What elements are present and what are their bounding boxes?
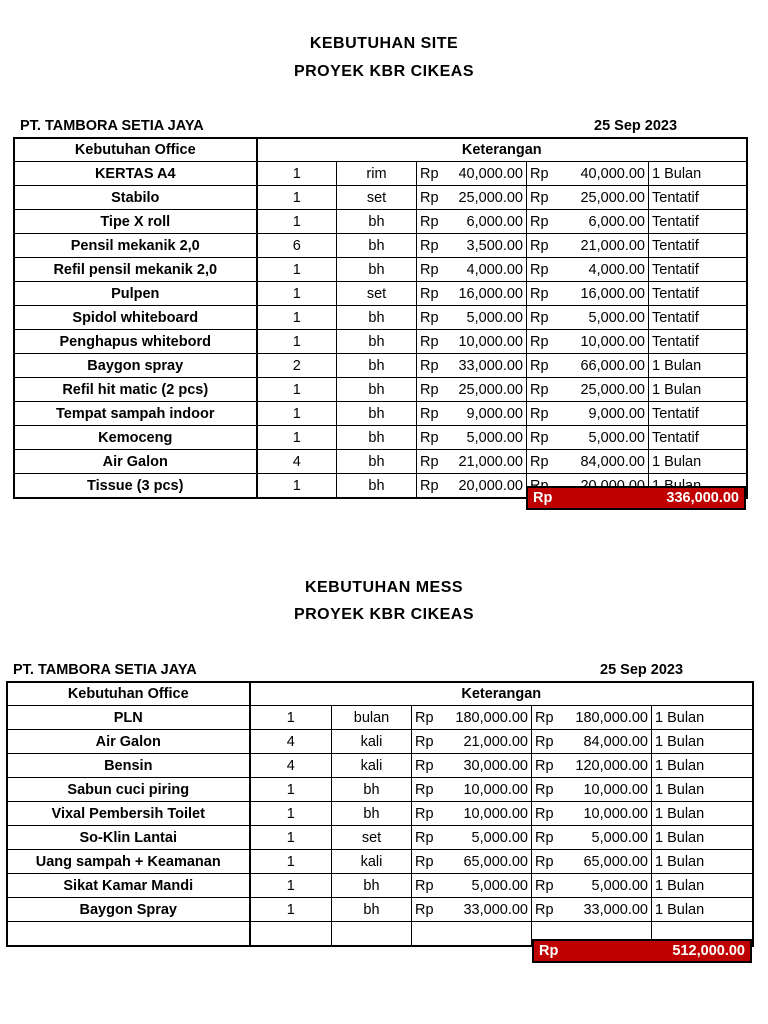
price-currency-cell: Rp xyxy=(417,474,447,498)
line-total-cell: 21,000.00 xyxy=(557,234,649,258)
unit-price-cell: 9,000.00 xyxy=(447,402,527,426)
unit-cell: bh xyxy=(337,426,417,450)
price-currency-cell: Rp xyxy=(412,826,442,850)
table-row xyxy=(8,874,753,898)
line-total-cell: 5,000.00 xyxy=(562,826,652,850)
note-cell: 1 Bulan xyxy=(652,778,753,802)
note-cell: 1 Bulan xyxy=(652,826,753,850)
item-name-cell: Pensil mekanik 2,0 xyxy=(15,234,257,258)
site-title: KEBUTUHAN SITE xyxy=(309,35,459,52)
item-name-cell: Sabun cuci piring xyxy=(8,778,250,802)
table-row xyxy=(15,186,747,210)
unit-cell: bh xyxy=(337,378,417,402)
unit-price-cell: 16,000.00 xyxy=(447,282,527,306)
price-currency-cell: Rp xyxy=(417,330,447,354)
unit-cell: bh xyxy=(337,210,417,234)
table-row xyxy=(8,802,753,826)
unit-price-cell: 25,000.00 xyxy=(447,378,527,402)
total-currency-cell: Rp xyxy=(527,330,557,354)
total-currency-cell: Rp xyxy=(532,826,562,850)
unit-cell: bh xyxy=(337,450,417,474)
unit-cell: set xyxy=(332,826,412,850)
line-total-cell: 9,000.00 xyxy=(557,402,649,426)
line-total-cell: 5,000.00 xyxy=(557,306,649,330)
line-total-cell: 10,000.00 xyxy=(562,802,652,826)
price-currency-cell: Rp xyxy=(412,898,442,922)
total-currency-cell: Rp xyxy=(532,874,562,898)
unit-cell: bh xyxy=(332,802,412,826)
line-total-cell: 84,000.00 xyxy=(562,730,652,754)
note-cell: Tentatif xyxy=(649,426,747,450)
total-currency-cell: Rp xyxy=(527,258,557,282)
line-total-cell: 84,000.00 xyxy=(557,450,649,474)
total-currency-cell: Rp xyxy=(527,450,557,474)
unit-cell: kali xyxy=(332,754,412,778)
total-currency-cell: Rp xyxy=(527,354,557,378)
unit-price-cell: 30,000.00 xyxy=(442,754,532,778)
price-currency-cell: Rp xyxy=(417,234,447,258)
mess-header-item: Kebutuhan Office xyxy=(8,683,250,706)
table-row xyxy=(15,282,747,306)
mess-grand-total-value: 512,000.00 xyxy=(672,943,745,959)
line-total-cell: 16,000.00 xyxy=(557,282,649,306)
note-cell: Tentatif xyxy=(649,330,747,354)
item-name-cell: Baygon Spray xyxy=(8,898,250,922)
unit-price-cell: 40,000.00 xyxy=(447,162,527,186)
quantity-cell: 1 xyxy=(257,258,337,282)
table-row xyxy=(15,210,747,234)
quantity-cell: 1 xyxy=(250,874,332,898)
quantity-cell: 1 xyxy=(257,378,337,402)
site-header-notes: Keterangan xyxy=(257,139,747,162)
unit-price-cell: 5,000.00 xyxy=(442,826,532,850)
mess-title: KEBUTUHAN MESS xyxy=(304,579,464,596)
note-cell: 1 Bulan xyxy=(652,706,753,730)
site-grand-total-currency: Rp xyxy=(533,490,553,506)
total-currency-cell: Rp xyxy=(527,234,557,258)
total-currency-cell: Rp xyxy=(527,282,557,306)
price-currency-cell: Rp xyxy=(417,378,447,402)
item-name-cell: Air Galon xyxy=(15,450,257,474)
note-cell: Tentatif xyxy=(649,306,747,330)
note-cell: 1 Bulan xyxy=(652,754,753,778)
mess-date: 25 Sep 2023 xyxy=(600,662,684,678)
unit-price-cell: 65,000.00 xyxy=(442,850,532,874)
unit-price-cell: 3,500.00 xyxy=(447,234,527,258)
item-name-cell: Vixal Pembersih Toilet xyxy=(8,802,250,826)
unit-price-cell: 10,000.00 xyxy=(442,802,532,826)
quantity-cell: 4 xyxy=(250,754,332,778)
mess-company: PT. TAMBORA SETIA JAYA xyxy=(13,662,197,678)
quantity-cell: 1 xyxy=(250,778,332,802)
line-total-cell: 25,000.00 xyxy=(557,186,649,210)
price-currency-cell: Rp xyxy=(417,426,447,450)
quantity-cell: 1 xyxy=(257,282,337,306)
note-cell: Tentatif xyxy=(649,282,747,306)
note-cell: Tentatif xyxy=(649,402,747,426)
total-currency-cell: Rp xyxy=(532,778,562,802)
total-currency-cell: Rp xyxy=(527,306,557,330)
line-total-cell: 6,000.00 xyxy=(557,210,649,234)
table-row xyxy=(15,234,747,258)
price-currency-cell: Rp xyxy=(412,706,442,730)
item-name-cell: Air Galon xyxy=(8,730,250,754)
site-company: PT. TAMBORA SETIA JAYA xyxy=(20,118,204,134)
quantity-cell: 1 xyxy=(250,898,332,922)
line-total-cell: 5,000.00 xyxy=(562,874,652,898)
site-grand-total-value: 336,000.00 xyxy=(666,490,739,506)
unit-price-cell: 5,000.00 xyxy=(447,426,527,450)
unit-cell xyxy=(332,922,412,946)
unit-price-cell: 20,000.00 xyxy=(447,474,527,498)
table-row xyxy=(8,850,753,874)
unit-price-cell: 33,000.00 xyxy=(447,354,527,378)
item-name-cell: Pulpen xyxy=(15,282,257,306)
note-cell: Tentatif xyxy=(649,186,747,210)
quantity-cell: 1 xyxy=(257,306,337,330)
price-currency-cell: Rp xyxy=(417,210,447,234)
mess-grand-total-currency: Rp xyxy=(539,943,559,959)
note-cell: 1 Bulan xyxy=(652,730,753,754)
unit-price-cell: 5,000.00 xyxy=(447,306,527,330)
item-name-cell: Tipe X roll xyxy=(15,210,257,234)
table-row xyxy=(8,730,753,754)
unit-cell: set xyxy=(337,282,417,306)
line-total-cell: 40,000.00 xyxy=(557,162,649,186)
site-date: 25 Sep 2023 xyxy=(594,118,678,134)
total-currency-cell: Rp xyxy=(532,850,562,874)
unit-cell: bh xyxy=(337,402,417,426)
price-currency-cell: Rp xyxy=(417,282,447,306)
note-cell: 1 Bulan xyxy=(652,874,753,898)
unit-price-cell: 21,000.00 xyxy=(442,730,532,754)
unit-cell: bh xyxy=(337,234,417,258)
quantity-cell: 1 xyxy=(257,186,337,210)
table-row xyxy=(15,354,747,378)
note-cell: 1 Bulan xyxy=(649,378,747,402)
item-name-cell: Sikat Kamar Mandi xyxy=(8,874,250,898)
total-currency-cell: Rp xyxy=(527,426,557,450)
table-row xyxy=(15,306,747,330)
quantity-cell: 4 xyxy=(250,730,332,754)
mess-subtitle: PROYEK KBR CIKEAS xyxy=(293,606,475,623)
unit-cell: rim xyxy=(337,162,417,186)
mess-needs-table xyxy=(7,682,753,946)
total-currency-cell: Rp xyxy=(527,378,557,402)
note-cell: 1 Bulan xyxy=(652,802,753,826)
price-currency-cell: Rp xyxy=(412,778,442,802)
unit-cell: bh xyxy=(337,474,417,498)
item-name-cell: Kemoceng xyxy=(15,426,257,450)
note-cell: Tentatif xyxy=(649,210,747,234)
site-header-item: Kebutuhan Office xyxy=(15,139,257,162)
total-currency-cell: Rp xyxy=(527,186,557,210)
quantity-cell: 1 xyxy=(257,162,337,186)
unit-cell: kali xyxy=(332,730,412,754)
note-cell: 1 Bulan xyxy=(649,450,747,474)
note-cell: 1 Bulan xyxy=(649,354,747,378)
quantity-cell: 6 xyxy=(257,234,337,258)
quantity-cell: 2 xyxy=(257,354,337,378)
table-row xyxy=(8,778,753,802)
unit-price-cell: 6,000.00 xyxy=(447,210,527,234)
quantity-cell: 1 xyxy=(257,330,337,354)
table-row xyxy=(8,706,753,730)
item-name-cell: Baygon spray xyxy=(15,354,257,378)
unit-price-cell: 10,000.00 xyxy=(442,778,532,802)
unit-price-cell xyxy=(442,922,532,946)
line-total-cell: 5,000.00 xyxy=(557,426,649,450)
mess-grand-total xyxy=(532,939,752,963)
price-currency-cell: Rp xyxy=(412,730,442,754)
quantity-cell: 1 xyxy=(250,826,332,850)
note-cell: 1 Bulan xyxy=(652,898,753,922)
total-currency-cell: Rp xyxy=(532,898,562,922)
line-total-cell: 10,000.00 xyxy=(562,778,652,802)
note-cell: 1 Bulan xyxy=(652,850,753,874)
line-total-cell: 65,000.00 xyxy=(562,850,652,874)
item-name-cell: Uang sampah + Keamanan xyxy=(8,850,250,874)
unit-cell: bulan xyxy=(332,706,412,730)
table-row xyxy=(8,898,753,922)
unit-price-cell: 33,000.00 xyxy=(442,898,532,922)
unit-price-cell: 180,000.00 xyxy=(442,706,532,730)
unit-cell: bh xyxy=(337,354,417,378)
price-currency-cell: Rp xyxy=(417,306,447,330)
unit-price-cell: 4,000.00 xyxy=(447,258,527,282)
line-total-cell: 120,000.00 xyxy=(562,754,652,778)
site-grand-total xyxy=(526,486,746,510)
unit-cell: kali xyxy=(332,850,412,874)
table-row xyxy=(15,258,747,282)
price-currency-cell: Rp xyxy=(417,258,447,282)
note-cell: Tentatif xyxy=(649,234,747,258)
price-currency-cell: Rp xyxy=(412,874,442,898)
line-total-cell: 180,000.00 xyxy=(562,706,652,730)
line-total-cell: 33,000.00 xyxy=(562,898,652,922)
note-cell: 1 Bulan xyxy=(649,162,747,186)
quantity-cell: 1 xyxy=(257,402,337,426)
item-name-cell: So-Klin Lantai xyxy=(8,826,250,850)
item-name-cell: Penghapus whitebord xyxy=(15,330,257,354)
line-total-cell: 4,000.00 xyxy=(557,258,649,282)
item-name-cell: Refil hit matic (2 pcs) xyxy=(15,378,257,402)
table-row xyxy=(8,826,753,850)
item-name-cell: PLN xyxy=(8,706,250,730)
quantity-cell: 1 xyxy=(257,474,337,498)
line-total-cell: 10,000.00 xyxy=(557,330,649,354)
quantity-cell: 1 xyxy=(250,802,332,826)
quantity-cell xyxy=(250,922,332,946)
item-name-cell: Refil pensil mekanik 2,0 xyxy=(15,258,257,282)
unit-cell: bh xyxy=(337,330,417,354)
site-needs-table xyxy=(14,138,747,498)
total-currency-cell: Rp xyxy=(527,162,557,186)
line-total-cell: 25,000.00 xyxy=(557,378,649,402)
price-currency-cell xyxy=(412,922,442,946)
total-currency-cell: Rp xyxy=(527,210,557,234)
table-row xyxy=(15,450,747,474)
table-row xyxy=(8,754,753,778)
total-currency-cell: Rp xyxy=(532,754,562,778)
unit-price-cell: 25,000.00 xyxy=(447,186,527,210)
price-currency-cell: Rp xyxy=(417,402,447,426)
price-currency-cell: Rp xyxy=(412,850,442,874)
quantity-cell: 4 xyxy=(257,450,337,474)
item-name-cell: Bensin xyxy=(8,754,250,778)
mess-header-notes: Keterangan xyxy=(250,683,753,706)
unit-price-cell: 21,000.00 xyxy=(447,450,527,474)
price-currency-cell: Rp xyxy=(417,450,447,474)
unit-cell: bh xyxy=(332,898,412,922)
unit-cell: set xyxy=(337,186,417,210)
quantity-cell: 1 xyxy=(250,850,332,874)
item-name-cell xyxy=(8,922,250,946)
price-currency-cell: Rp xyxy=(412,802,442,826)
quantity-cell: 1 xyxy=(257,210,337,234)
total-currency-cell: Rp xyxy=(527,402,557,426)
item-name-cell: Stabilo xyxy=(15,186,257,210)
total-currency-cell: Rp xyxy=(532,706,562,730)
total-currency-cell: Rp xyxy=(532,802,562,826)
unit-cell: bh xyxy=(332,778,412,802)
price-currency-cell: Rp xyxy=(417,162,447,186)
unit-cell: bh xyxy=(332,874,412,898)
table-row xyxy=(15,402,747,426)
item-name-cell: Tempat sampah indoor xyxy=(15,402,257,426)
note-cell: Tentatif xyxy=(649,258,747,282)
quantity-cell: 1 xyxy=(250,706,332,730)
table-row xyxy=(15,330,747,354)
item-name-cell: KERTAS A4 xyxy=(15,162,257,186)
total-currency-cell: Rp xyxy=(532,730,562,754)
quantity-cell: 1 xyxy=(257,426,337,450)
unit-price-cell: 10,000.00 xyxy=(447,330,527,354)
price-currency-cell: Rp xyxy=(417,186,447,210)
line-total-cell: 66,000.00 xyxy=(557,354,649,378)
price-currency-cell: Rp xyxy=(417,354,447,378)
price-currency-cell: Rp xyxy=(412,754,442,778)
unit-cell: bh xyxy=(337,306,417,330)
unit-cell: bh xyxy=(337,258,417,282)
item-name-cell: Spidol whiteboard xyxy=(15,306,257,330)
unit-price-cell: 5,000.00 xyxy=(442,874,532,898)
item-name-cell: Tissue (3 pcs) xyxy=(15,474,257,498)
table-row xyxy=(15,162,747,186)
site-subtitle: PROYEK KBR CIKEAS xyxy=(293,63,475,80)
table-row xyxy=(15,378,747,402)
table-row xyxy=(15,426,747,450)
